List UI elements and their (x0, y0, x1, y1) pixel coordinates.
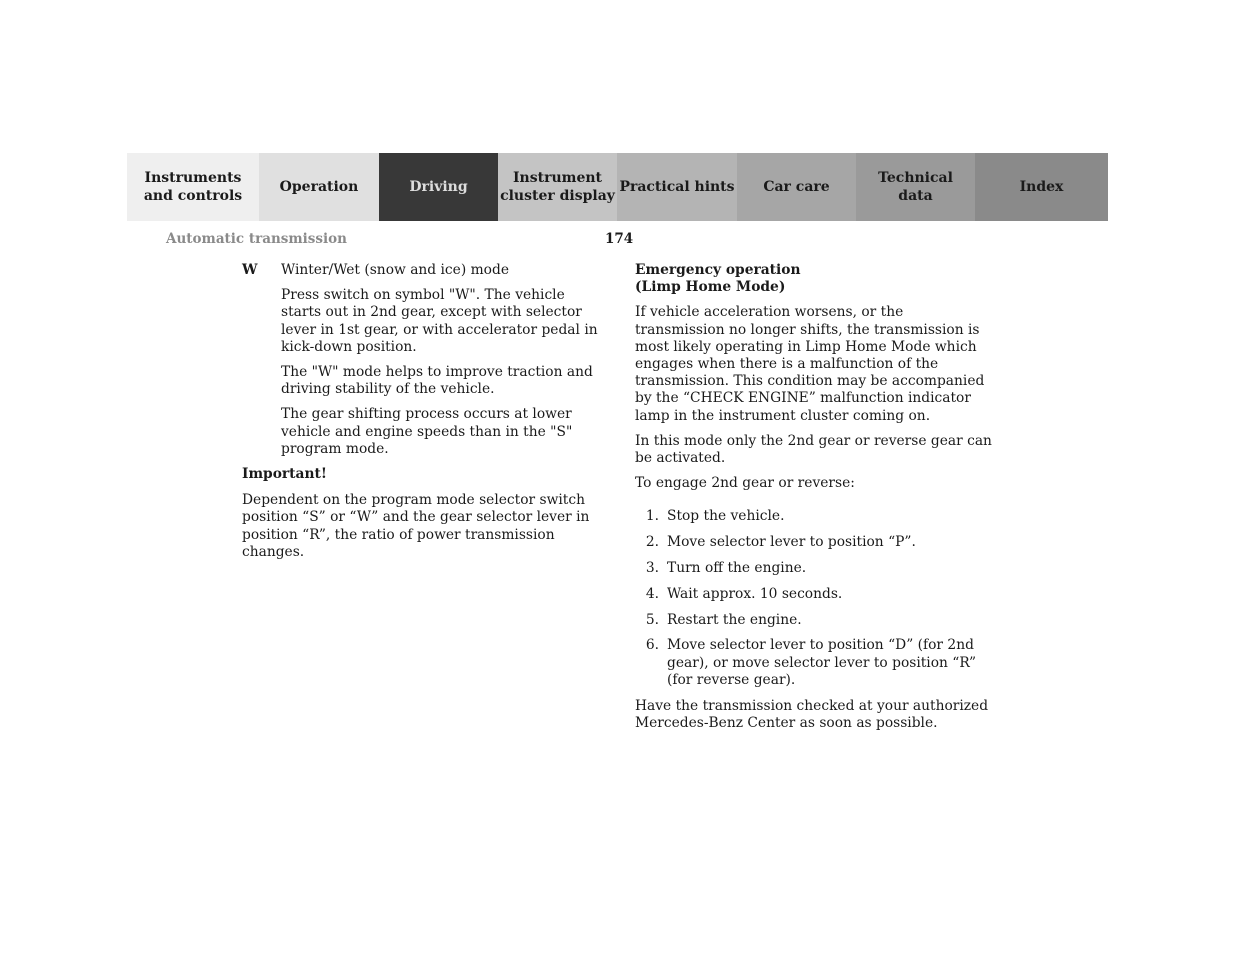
closing-paragraph: Have the transmission checked at your authorized Mercedes-Benz Center as soon as possible. (635, 698, 989, 732)
w-mode-marker: W (242, 262, 258, 278)
step-number: 3. (645, 560, 659, 577)
tab-label: Technical data (878, 170, 953, 204)
tab-operation[interactable] (259, 153, 379, 221)
chapter-tab-bar (127, 153, 1108, 221)
step-number: 4. (645, 585, 659, 602)
list-item (635, 586, 997, 603)
left-column (242, 262, 607, 561)
step-text: Wait approx. 10 seconds. (667, 585, 843, 602)
step-number: 1. (645, 508, 659, 525)
emergency-paragraph: If vehicle acceleration worsens, or the transmission no longer shifts, the transmission is most likely operating in Limp Home Mode which engages when there is a malfunction of the transmission. This condition may be accompanied by the “CHECK ENGINE” malfunction indicator lamp in the instrument cluster coming on. (635, 304, 985, 424)
section-title: Automatic transmission (166, 231, 347, 247)
list-item (635, 560, 997, 577)
page-number: 174 (605, 231, 634, 247)
emergency-paragraph: In this mode only the 2nd gear or reverse gear can be activated. (635, 432, 992, 467)
tab-label: Car care (763, 179, 830, 195)
tab-label: Practical hints (619, 179, 735, 195)
step-text: Move selector lever to position “P”. (667, 534, 916, 551)
tab-driving[interactable] (379, 153, 498, 221)
tab-technical-data[interactable] (856, 153, 975, 221)
step-text: Stop the vehicle. (667, 508, 785, 525)
emergency-heading: Emergency operation (635, 262, 801, 278)
list-item (635, 508, 997, 525)
important-text: Dependent on the program mode selector switch position “S” or “W” and the gear selector lever in position “R”, the ratio of power transmission changes. (242, 492, 590, 560)
tab-label: Instrument cluster display (500, 170, 615, 204)
w-mode-heading: Winter/Wet (snow and ice) mode (281, 262, 509, 278)
right-column (635, 262, 997, 732)
tab-car-care[interactable] (737, 153, 856, 221)
tab-practical-hints[interactable] (617, 153, 737, 221)
step-number: 5. (645, 611, 659, 628)
w-mode-paragraph: The "W" mode helps to improve traction and driving stability of the vehicle. (281, 364, 593, 398)
step-text: Restart the engine. (667, 611, 802, 628)
emergency-paragraph: To engage 2nd gear or reverse: (635, 475, 855, 492)
tab-instruments-and-controls[interactable] (127, 153, 259, 221)
list-item (635, 534, 997, 551)
tab-label: Index (1019, 179, 1064, 195)
emergency-subheading: (Limp Home Mode) (635, 279, 786, 296)
tab-label: Driving (409, 179, 468, 195)
w-mode-paragraph: Press switch on symbol "W". The vehicle starts out in 2nd gear, except with selector lever in 1st gear, or with accelerator pedal in kick-down position. (281, 287, 598, 355)
step-number: 2. (645, 534, 659, 551)
tab-label: Instruments and controls (143, 170, 243, 204)
list-item (635, 612, 997, 629)
step-text: Turn off the engine. (667, 560, 807, 577)
list-item (635, 637, 997, 689)
step-text: Move selector lever to position “D” (for 2nd gear), or move selector lever to position “R” (for reverse gear). (667, 637, 977, 688)
steps-list (635, 508, 997, 689)
step-number: 6. (645, 637, 659, 654)
important-label: Important! (242, 466, 327, 483)
tab-label: Operation (279, 179, 359, 195)
tab-instrument-cluster-display[interactable] (498, 153, 617, 221)
tab-index[interactable] (975, 153, 1108, 221)
w-mode-paragraph: The gear shifting process occurs at lower vehicle and engine speeds than in the "S" program mode. (281, 406, 573, 457)
